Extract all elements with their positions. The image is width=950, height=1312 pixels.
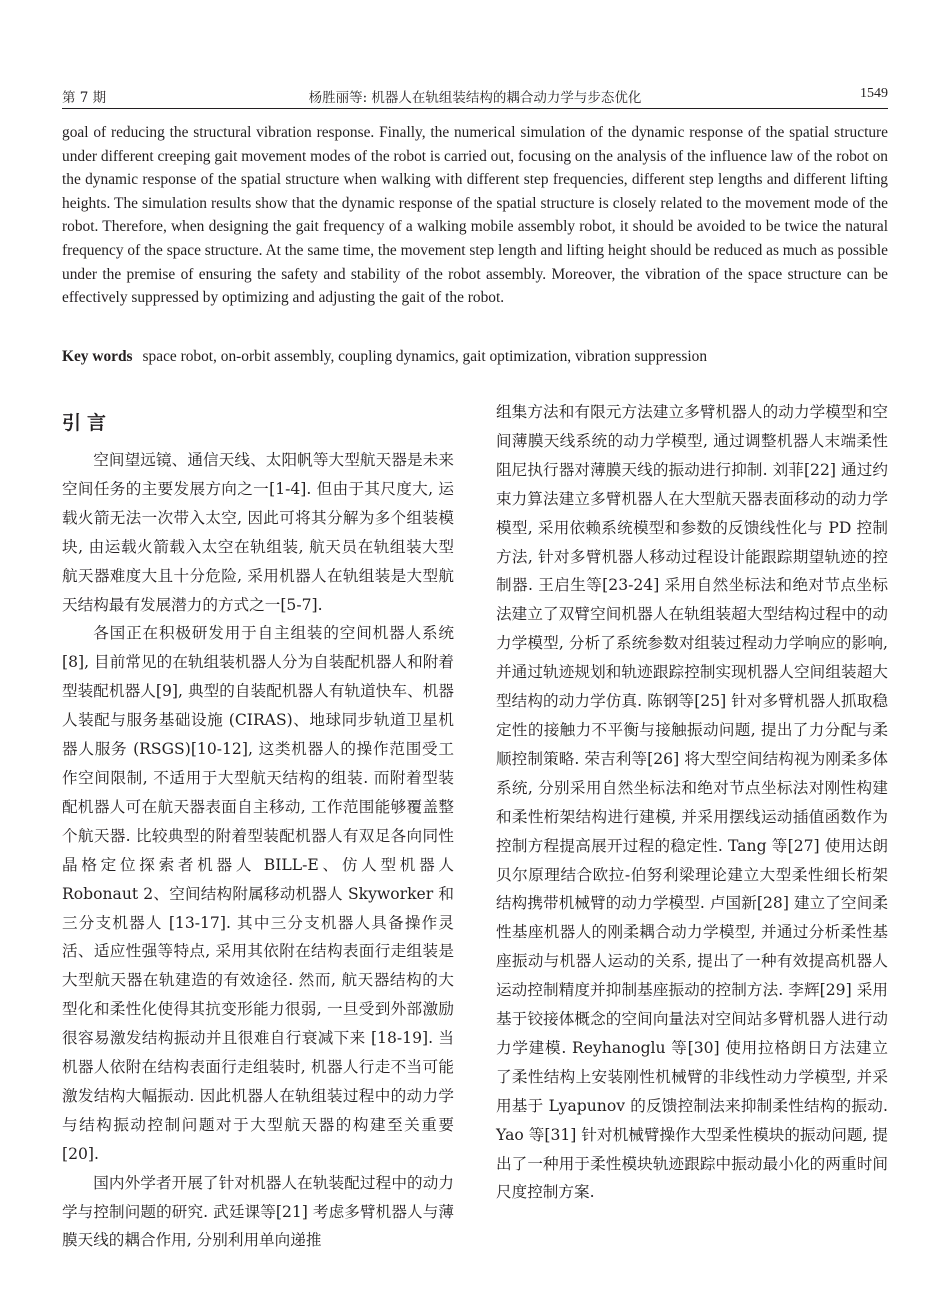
section-title-introduction: 引言 (62, 412, 113, 434)
intro-paragraph-2: 各国正在积极研发用于自主组装的空间机器人系统[8], 目前常见的在轨组装机器人分为自装配机器人和附着型装配机器人[9], 典型的自装配机器人有轨道快车、机器人装配与服务基础设施 (CIRAS)、地球同步轨道卫星机器人服务 (RSGS)[10-12], 这类机器人的操作范围受工作空间限制, 不适用于大型航天结构的组装. 而附着型装配机器人可在航天器表面自主移动, 工作范围能够覆盖整个航天器. 比较典型的附着型装配机器人有双足各向同性晶格定位探索者机器人 BILL-E、仿人型机器人 Robonaut 2、空间结构附属移动机器人 Skyworker 和三分支机器人 [13-17]. 其中三分支机器人具备操作灵活、适应性强等特点, 采用其依附在结构表面行走组装是大型航天器在轨建造的有效途径. 然而, 航天器结构的大型化和柔性化使得其抗变形能力很弱, 一旦受到外部激励很容易激发结构振动并且很难自行衰减下来 [18-19]. 当机器人依附在结构表面行走组装时, 机器人行走不当可能激发结构大幅振动. 因此机器人在轨组装过程中的动力学与结构振动控制问题对于大型航天器的构建至关重要[20]. (62, 624, 454, 1163)
intro-paragraph-3: 国内外学者开展了针对机器人在轨装配过程中的动力学与控制问题的研究. 武廷课等[21] 考虑多臂机器人与薄膜天线的耦合作用, 分别利用单向递推 (62, 1173, 454, 1250)
issue-number: 第 7 期 (62, 90, 107, 106)
abstract-block (62, 121, 888, 310)
keywords-label: Key words (62, 348, 133, 365)
header-rule (62, 108, 888, 109)
running-title: 杨胜丽等: 机器人在轨组装结构的耦合动力学与步态优化 (308, 90, 642, 106)
right-column (496, 398, 888, 1207)
page-number: 1549 (860, 86, 888, 101)
keywords-line (62, 346, 888, 368)
intro-paragraph-3-continued: 组集方法和有限元方法建立多臂机器人的动力学模型和空间薄膜天线系统的动力学模型, 通过调整机器人末端柔性阻尼执行器对薄膜天线的振动进行抑制. 刘菲[22] 通过约束力算法建立多臂机器人在大型航天器表面移动的动力学模型, 采用依赖系统模型和参数的反馈线性化与 PD 控制方法, 针对多臂机器人移动过程设计能跟踪期望轨迹的控制器. 王启生等[23-24] 采用自然坐标法和绝对节点坐标法建立了双臂空间机器人在轨组装超大型结构过程中的动力学模型, 分析了系统参数对组装过程动力学响应的影响, 并通过轨迹规划和轨迹跟踪控制实现机器人空间组装超大型结构的动力学仿真. 陈钢等[25] 针对多臂机器人抓取稳定性的接触力不平衡与接触振动问题, 提出了力分配与柔顺控制策略. 荣吉利等[26] 将大型空间结构视为刚柔多体系统, 分别采用自然坐标法和绝对节点坐标法对刚性构建和柔性桁架结构进行建模, 并采用摆线运动插值函数作为控制方程提高展开过程的稳定性. Tang 等[27] 使用达朗贝尔原理结合欧拉-伯努利梁理论建立大型柔性细长桁架结构携带机械臂的动力学模型. 卢国新[28] 建立了空间柔性基座机器人的刚柔耦合动力学模型, 并通过分析柔性基座振动与机器人运动的关系, 提出了一种有效提高机器人运动控制精度并抑制基座振动的控制方法. 李辉[29] 采用基于铰接体概念的空间向量法对空间站多臂机器人进行动力学建模. Reyhanoglu 等[30] 使用拉格朗日方法建立了柔性结构上安装刚性机械臂的非线性动力学模型, 并采用基于 Lyapunov 的反馈控制法来抑制柔性结构的振动. Yao 等[31] 针对机械臂操作大型柔性模块的振动问题, 提出了一种用于柔性模块轨迹跟踪中振动最小化的两重时间尺度控制方案. (496, 403, 888, 1202)
keywords-text: space robot, on-orbit assembly, coupling dynamics, gait optimization, vibration suppression (142, 348, 708, 365)
intro-paragraph-1: 空间望远镜、通信天线、太阳帆等大型航天器是未来空间任务的主要发展方向之一[1-4]. 但由于其尺度大, 运载火箭无法一次带入太空, 因此可将其分解为多个组装模块, 由运载火箭载入太空在轨组装, 航天员在轨组装大型航天器难度大且十分危险, 采用机器人在轨组装是大型航天结构最有发展潜力的方式之一[5-7]. (62, 451, 454, 614)
left-column (62, 398, 454, 1255)
abstract-continued-text: goal of reducing the structural vibration response. Finally, the numerical simulation of the dynamic response of the spatial structure under different creeping gait movement modes of the robot is carried out, focusing on the analysis of the influence law of the robot on the dynamic response of the spatial structure when walking with different step frequencies, different step lengths and different lifting heights. The simulation results show that the dynamic response of the spatial structure is closely related to the movement mode of the robot. Therefore, when designing the gait frequency of a walking mobile assembly robot, it should be avoided to be twice the natural frequency of the space structure. At the same time, the movement step length and lifting height should be reduced as much as possible under the premise of ensuring the safety and stability of the robot assembly. Moreover, the vibration of the space structure can be effectively suppressed by optimizing and adjusting the gait of the robot. (62, 124, 888, 307)
running-header (62, 86, 888, 106)
